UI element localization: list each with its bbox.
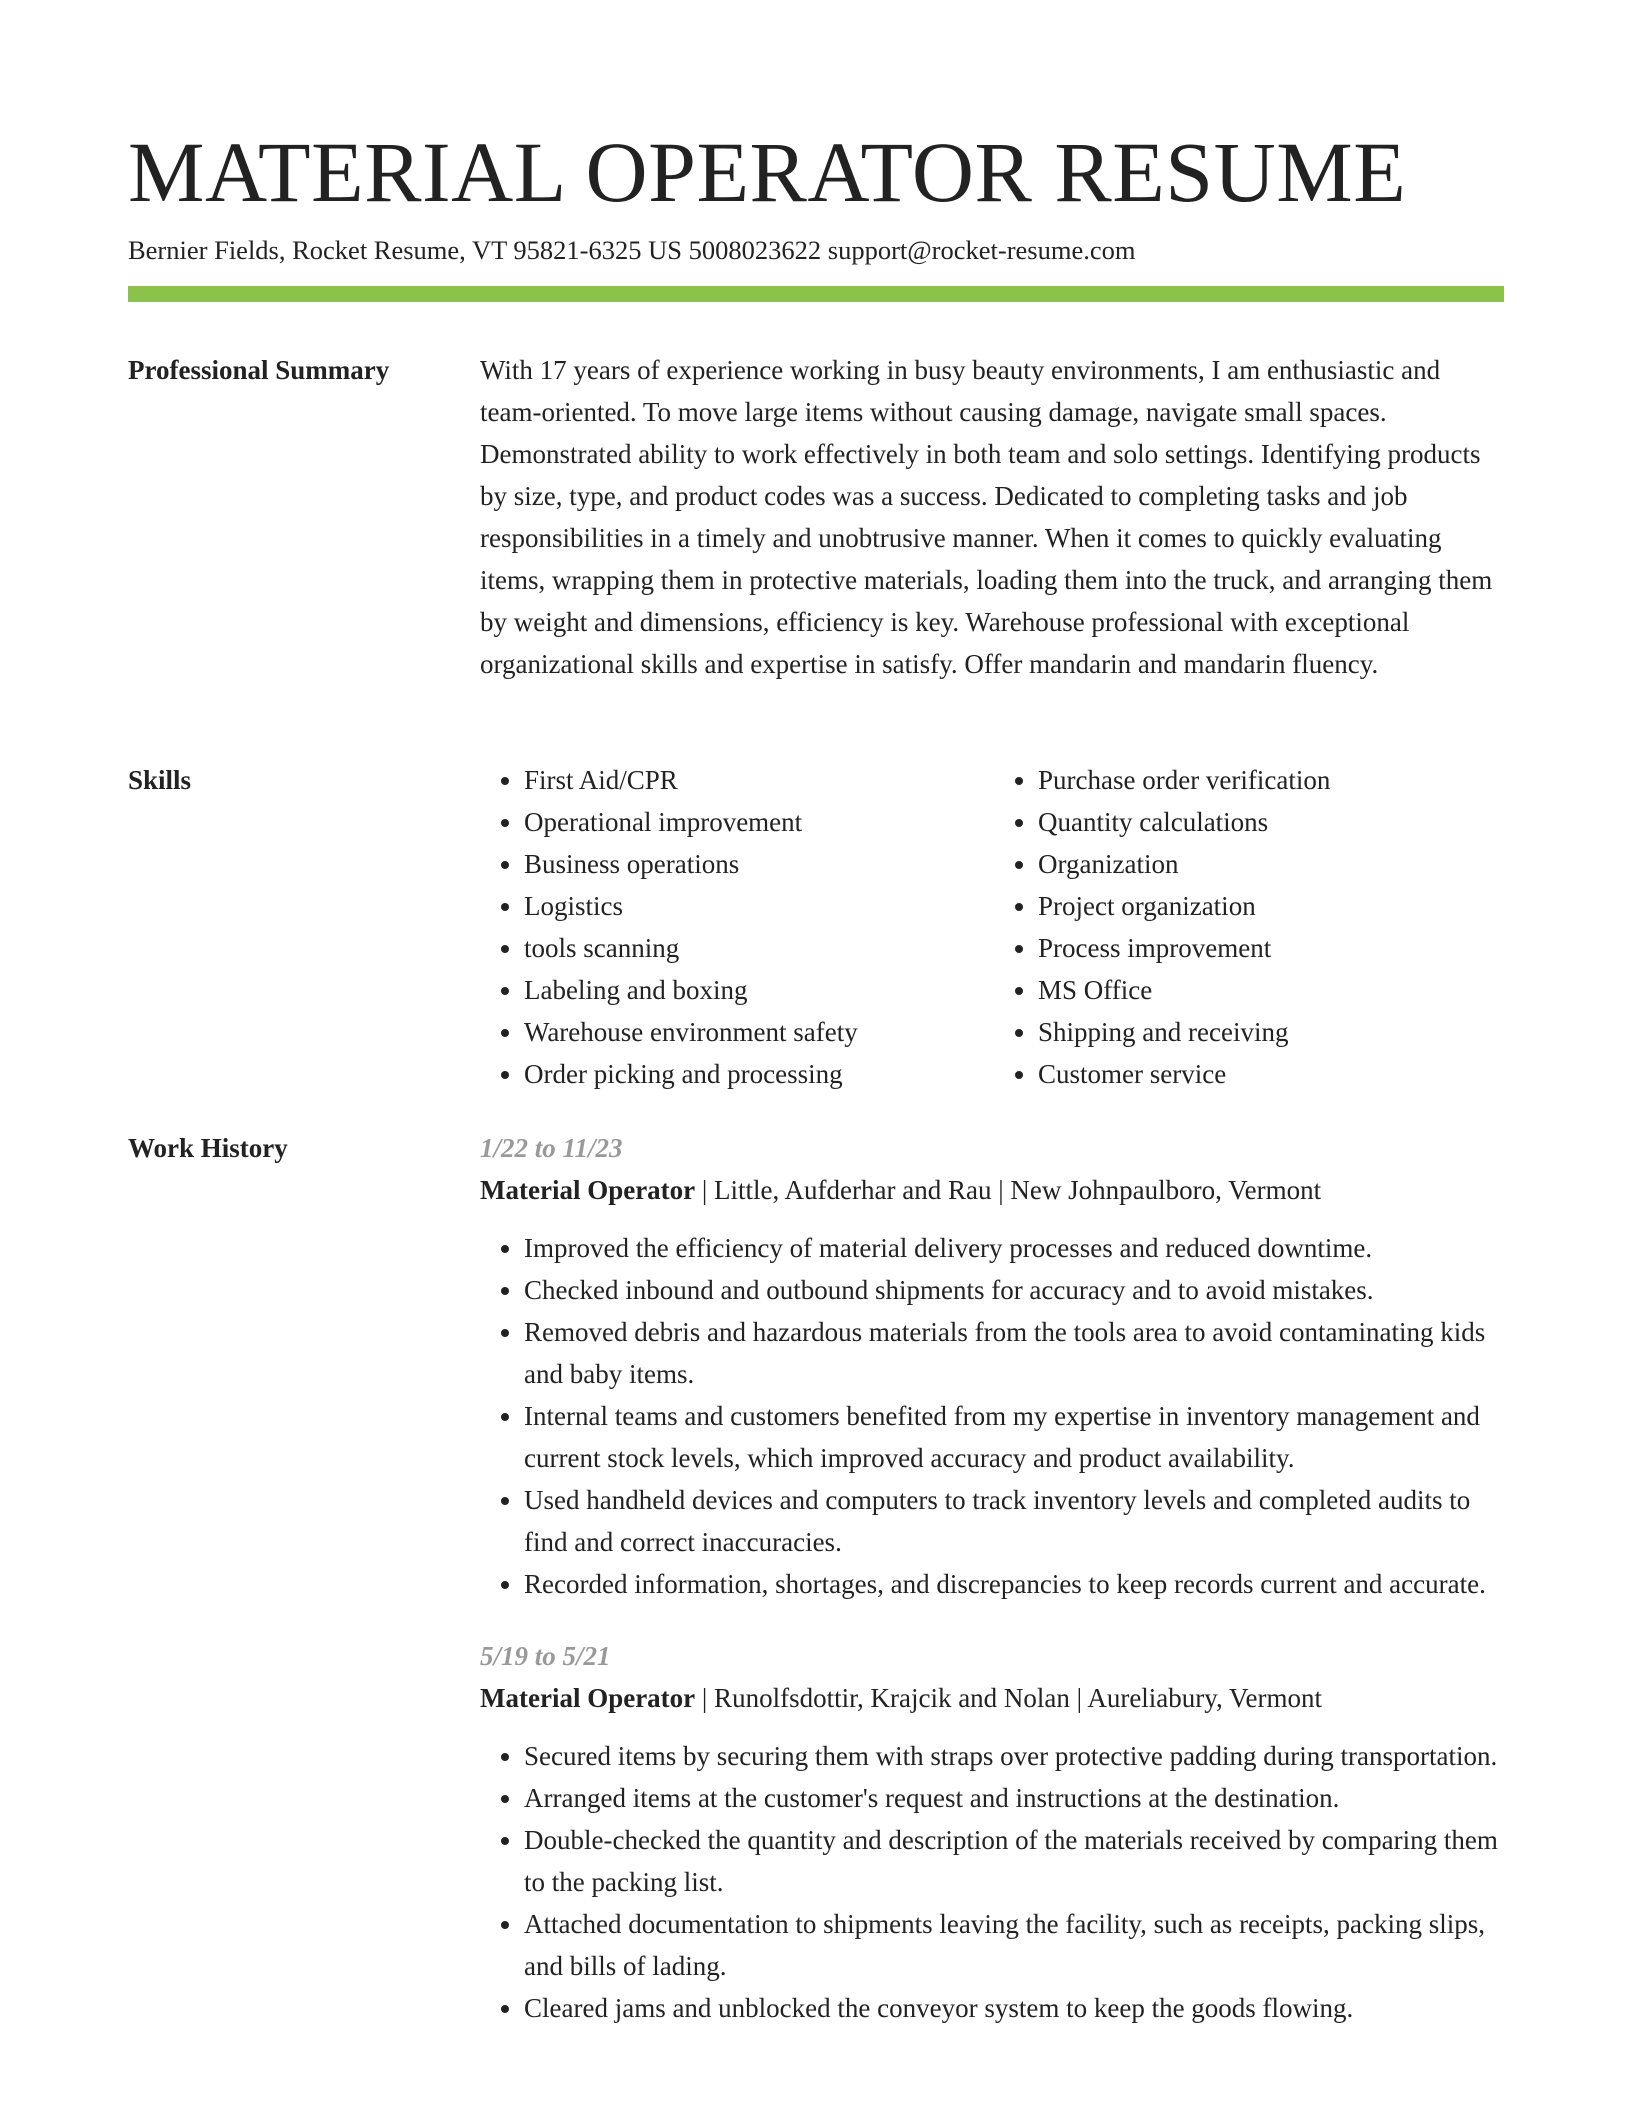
skill-item: • Shipping and receiving (1038, 1011, 1498, 1053)
job-bullets (480, 1735, 1506, 2029)
job-entry (480, 1127, 1506, 1605)
job-heading (480, 1677, 1506, 1719)
skill-item: • Warehouse environment safety (524, 1011, 984, 1053)
skill-item: • tools scanning (524, 927, 984, 969)
job-bullet: • Internal teams and customers benefited from my expertise in inventory management and current stock levels, which improved accuracy and product availability. (524, 1395, 1506, 1479)
skill-item: • Process improvement (1038, 927, 1498, 969)
skill-item: • Logistics (524, 885, 984, 927)
job-bullet: • Attached documentation to shipments leaving the facility, such as receipts, packing slips, and bills of lading. (524, 1903, 1506, 1987)
skills-list-left (480, 759, 984, 1095)
job-dates: 5/19 to 5/21 (480, 1641, 611, 1671)
skills-heading: Skills (128, 765, 192, 795)
skill-item: • First Aid/CPR (524, 759, 984, 801)
job-bullets (480, 1227, 1506, 1605)
work-history-body (480, 1127, 1506, 2029)
skill-item: • Quantity calculations (1038, 801, 1498, 843)
skills-columns (480, 759, 1506, 1095)
job-heading (480, 1169, 1506, 1211)
skill-item: • Operational improvement (524, 801, 984, 843)
contact-email[interactable]: support@rocket-resume.com (827, 235, 1136, 265)
job-bullet: • Used handheld devices and computers to track inventory levels and completed audits to find and correct inaccuracies. (524, 1479, 1506, 1563)
skills-list-right (994, 759, 1498, 1095)
skill-item: • Purchase order verification (1038, 759, 1498, 801)
skill-item: • Labeling and boxing (524, 969, 984, 1011)
job-title: Material Operator (480, 1175, 696, 1205)
resume-title: MATERIAL OPERATOR RESUME (128, 124, 1407, 220)
skill-item: • Customer service (1038, 1053, 1498, 1095)
job-bullet: • Improved the efficiency of material delivery processes and reduced downtime. (524, 1227, 1506, 1269)
job-bullet: • Cleared jams and unblocked the conveyor system to keep the goods flowing. (524, 1987, 1506, 2029)
job-bullet: • Secured items by securing them with straps over protective padding during transportation. (524, 1735, 1506, 1777)
summary-body (480, 349, 1506, 685)
contact-line (128, 232, 1135, 268)
job-dates: 1/22 to 11/23 (480, 1133, 623, 1163)
job-bullet: • Recorded information, shortages, and discrepancies to keep records current and accurate. (524, 1563, 1506, 1605)
job-details: | Little, Aufderhar and Rau | New Johnpaulboro, Vermont (695, 1175, 1322, 1205)
skills-body (480, 759, 1506, 1095)
job-details: | Runolfsdottir, Krajcik and Nolan | Aureliabury, Vermont (695, 1683, 1323, 1713)
job-bullet: • Arranged items at the customer's request and instructions at the destination. (524, 1777, 1506, 1819)
skill-item: • MS Office (1038, 969, 1498, 1011)
skill-item: • Business operations (524, 843, 984, 885)
job-title: Material Operator (480, 1683, 696, 1713)
skill-item: • Project organization (1038, 885, 1498, 927)
work-history-heading: Work History (128, 1133, 288, 1163)
header-divider (128, 286, 1504, 302)
summary-text: With 17 years of experience working in busy beauty environments, I am enthusiastic and team-oriented. To move large items without causing damage, navigate small spaces. Demonstrated ability to work effectively in both team and solo settings. Identifying products by size, type, and product codes was a success. Dedicated to completing tasks and job responsibilities in a timely and unobtrusive manner. When it comes to quickly evaluating items, wrapping them in protective materials, loading them into the truck, and arranging them by weight and dimensions, efficiency is key. Warehouse professional with exceptional organizational skills and expertise in satisfy. Offer mandarin and mandarin fluency. (480, 355, 1493, 679)
summary-heading: Professional Summary (128, 355, 390, 385)
job-entry (480, 1635, 1506, 2029)
skill-item: • Organization (1038, 843, 1498, 885)
contact-phone: 5008023622 (688, 235, 822, 265)
skill-item: • Order picking and processing (524, 1053, 984, 1095)
contact-address: Bernier Fields, Rocket Resume, VT 95821-6325 US (128, 235, 683, 265)
job-bullet: • Removed debris and hazardous materials from the tools area to avoid contaminating kids and baby items. (524, 1311, 1506, 1395)
job-bullet: • Double-checked the quantity and description of the materials received by comparing them to the packing list. (524, 1819, 1506, 1903)
job-bullet: • Checked inbound and outbound shipments for accuracy and to avoid mistakes. (524, 1269, 1506, 1311)
